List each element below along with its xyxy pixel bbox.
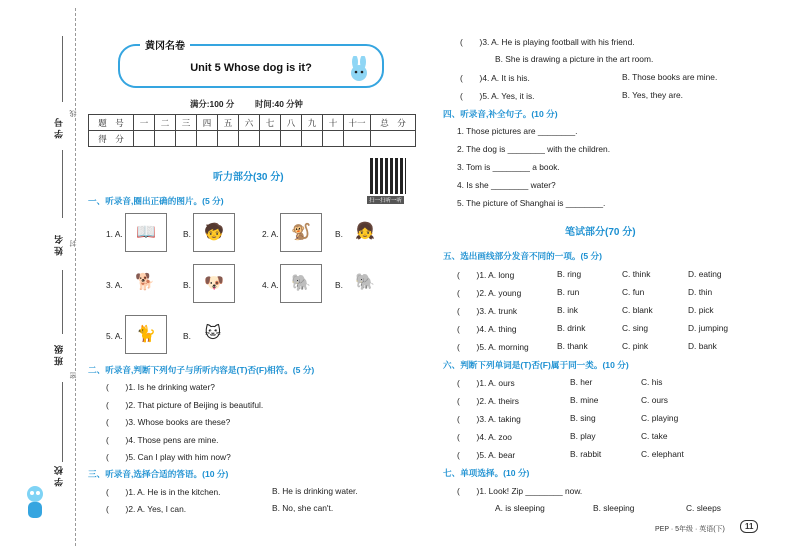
- s2-item: ( )3. Whose books are these?: [106, 417, 231, 427]
- name-line: [62, 150, 63, 218]
- s4-item: 4. Is she ________ water?: [457, 180, 556, 190]
- s5-option: B. run: [557, 287, 580, 297]
- score-cell: 九: [302, 115, 323, 131]
- s1-label: 3. A.: [106, 280, 123, 290]
- s4-item: 3. Tom is ________ a book.: [457, 162, 560, 172]
- elephant-walking-image[interactable]: 🐘: [345, 264, 385, 301]
- s5-option: B. ring: [557, 269, 582, 279]
- s6-option: C. ours: [641, 395, 668, 405]
- s5-option: ( )3. A. trunk: [457, 306, 518, 316]
- s7-option: A. is sleeping: [495, 503, 545, 513]
- score-cell: 三: [176, 115, 197, 131]
- cat-playing-image[interactable]: 🐈: [125, 315, 167, 354]
- s5-option: C. fun: [622, 287, 645, 297]
- school-label: 学 校: [54, 466, 64, 487]
- s6-option: C. his: [641, 377, 663, 387]
- s1-label: 5. A.: [106, 331, 123, 341]
- binding-margin-line: [75, 8, 76, 546]
- s1-label: B.: [183, 280, 191, 290]
- score-cell: 一: [134, 115, 155, 131]
- dog-sleeping-image[interactable]: 🐕: [125, 264, 165, 301]
- s4-item: 2. The dog is ________ with the children.: [457, 144, 611, 154]
- dog-eating-image[interactable]: 🐶: [193, 264, 235, 303]
- score-blank[interactable]: [176, 131, 197, 147]
- score-blank[interactable]: [323, 131, 344, 147]
- s1-label: B.: [335, 229, 343, 239]
- unit-title: Unit 5 Whose dog is it?: [190, 62, 312, 74]
- s5-option: C. think: [622, 269, 651, 279]
- cut-mark-3: 密: [70, 372, 77, 379]
- s1-label: B.: [183, 331, 191, 341]
- s1-label: B.: [335, 280, 343, 290]
- s5-option: C. pink: [622, 341, 649, 351]
- mascot-icon: [20, 482, 50, 522]
- s5-option: B. thank: [557, 341, 588, 351]
- rabbit-mascot-icon: [343, 56, 373, 86]
- qr-caption: 扫一扫听一听: [369, 198, 403, 204]
- s3-option: B. No, she can't.: [272, 503, 334, 513]
- s6-option: B. sing: [570, 413, 596, 423]
- s6-option: B. play: [570, 431, 596, 441]
- s6-option: C. take: [641, 431, 668, 441]
- s5-option: ( )2. A. young: [457, 288, 522, 298]
- score-blank[interactable]: [218, 131, 239, 147]
- score-blank[interactable]: [302, 131, 323, 147]
- score-cell: 六: [239, 115, 260, 131]
- s3-item: ( )3. A. He is playing football with his friend.: [460, 37, 635, 47]
- s6-option: C. elephant: [641, 449, 684, 459]
- section-7-title: 七、单项选择。(10 分): [443, 468, 530, 478]
- s5-option: D. pick: [688, 305, 714, 315]
- student-id-line: [62, 36, 63, 102]
- score-header-row: [89, 115, 416, 131]
- s3-option: B. She is drawing a picture in the art room.: [495, 54, 654, 64]
- s5-option: D. eating: [688, 269, 722, 279]
- cat-sitting-image[interactable]: 🐱: [193, 315, 233, 352]
- elephants-sleeping-image[interactable]: 🐘: [280, 264, 322, 303]
- girl-drawing-image[interactable]: 🧒: [193, 213, 235, 252]
- s2-item: ( )2. That picture of Beijing is beautiful.: [106, 400, 264, 410]
- s3-item: ( )5. A. Yes, it is.: [460, 91, 535, 101]
- qr-code-icon[interactable]: [370, 158, 406, 194]
- s6-option: ( )1. A. ours: [457, 378, 515, 388]
- score-cell: 十: [323, 115, 344, 131]
- s4-item: 1. Those pictures are ________.: [457, 126, 578, 136]
- s1-label: 4. A.: [262, 280, 279, 290]
- cut-mark-1: 线: [70, 110, 77, 117]
- s5-option: B. ink: [557, 305, 578, 315]
- s3-option: B. Yes, they are.: [622, 90, 683, 100]
- score-cell: 得 分: [89, 131, 134, 147]
- s5-option: C. blank: [622, 305, 653, 315]
- s2-item: ( )4. Those pens are mine.: [106, 435, 219, 445]
- s3-item: ( )2. A. Yes, I can.: [106, 504, 187, 514]
- s6-option: ( )5. A. bear: [457, 450, 516, 460]
- school-line: [62, 382, 63, 462]
- student-id-label: 学 号: [54, 118, 64, 139]
- page-number: 11: [740, 520, 758, 533]
- section-6-title: 六、判断下列单词是(T)否(F)属于同一类。(10 分): [443, 360, 629, 370]
- score-blank[interactable]: [155, 131, 176, 147]
- section-2-title: 二、听录音,判断下列句子与所听内容是(T)否(F)相符。(5 分): [88, 365, 315, 375]
- score-cell: 五: [218, 115, 239, 131]
- score-cell: 七: [260, 115, 281, 131]
- score-blank[interactable]: [371, 131, 416, 147]
- name-label: 姓 名: [54, 235, 64, 256]
- s5-option: ( )5. A. morning: [457, 342, 529, 352]
- s1-label: B.: [183, 229, 191, 239]
- score-info: 满分:100 分: [190, 99, 235, 109]
- class-label: 班 级: [54, 345, 64, 366]
- s7-option: C. sleeps: [686, 503, 721, 513]
- footer-text: PEP · 5年级 · 英语(下): [655, 526, 725, 533]
- listening-title: 听力部分(30 分): [213, 172, 284, 183]
- s3-option: B. He is drinking water.: [272, 486, 358, 496]
- section-5-title: 五、选出画线部分发音不同的一项。(5 分): [443, 251, 602, 261]
- s2-item: ( )5. Can I play with him now?: [106, 452, 231, 462]
- s5-option: ( )1. A. long: [457, 270, 515, 280]
- score-blank[interactable]: [239, 131, 260, 147]
- brand-logo: 黄冈名卷: [140, 37, 190, 52]
- s5-option: D. jumping: [688, 323, 729, 333]
- s4-item: 5. The picture of Shanghai is ________.: [457, 198, 606, 208]
- s5-option: B. drink: [557, 323, 586, 333]
- s6-option: B. rabbit: [570, 449, 602, 459]
- score-blank[interactable]: [260, 131, 281, 147]
- s6-option: B. her: [570, 377, 593, 387]
- s5-option: C. sing: [622, 323, 649, 333]
- section-1-title: 一、听录音,圈出正确的图片。(5 分): [88, 196, 224, 206]
- score-blank[interactable]: [134, 131, 155, 147]
- s6-option: ( )4. A. zoo: [457, 432, 512, 442]
- score-cell: 十一: [344, 115, 371, 131]
- cut-mark-2: 封: [70, 240, 77, 247]
- girl-waving-image[interactable]: 👧: [345, 213, 385, 250]
- boy-reading-image[interactable]: 📖: [125, 213, 167, 252]
- s5-option: D. thin: [688, 287, 713, 297]
- s6-option: C. playing: [641, 413, 679, 423]
- score-cell: 题 号: [89, 115, 134, 131]
- s6-option: ( )3. A. taking: [457, 414, 521, 424]
- section-3-title: 三、听录音,选择合适的答语。(10 分): [88, 469, 229, 479]
- s3-option: B. Those books are mine.: [622, 72, 718, 82]
- s5-option: D. bank: [688, 341, 717, 351]
- score-cell: 总 分: [371, 115, 416, 131]
- s1-label: 2. A.: [262, 229, 279, 239]
- score-cell: 二: [155, 115, 176, 131]
- time-info: 时间:40 分钟: [255, 99, 303, 109]
- monkey-climbing-image[interactable]: 🐒: [280, 213, 322, 252]
- s6-option: B. mine: [570, 395, 599, 405]
- score-table: [88, 114, 416, 147]
- class-line: [62, 270, 63, 334]
- s7-item: ( )1. Look! Zip ________ now.: [457, 486, 583, 496]
- score-cell: 四: [197, 115, 218, 131]
- score-blank[interactable]: [344, 131, 371, 147]
- s3-item: ( )1. A. He is in the kitchen.: [106, 487, 221, 497]
- s6-option: ( )2. A. theirs: [457, 396, 519, 406]
- score-blank[interactable]: [281, 131, 302, 147]
- s5-option: ( )4. A. thing: [457, 324, 517, 334]
- score-blank[interactable]: [197, 131, 218, 147]
- written-title: 笔试部分(70 分): [565, 227, 636, 238]
- s7-option: B. sleeping: [593, 503, 635, 513]
- score-value-row: [89, 131, 416, 147]
- s3-item: ( )4. A. It is his.: [460, 73, 530, 83]
- s2-item: ( )1. Is he drinking water?: [106, 382, 215, 392]
- s1-label: 1. A.: [106, 229, 123, 239]
- section-4-title: 四、听录音,补全句子。(10 分): [443, 109, 558, 119]
- score-cell: 八: [281, 115, 302, 131]
